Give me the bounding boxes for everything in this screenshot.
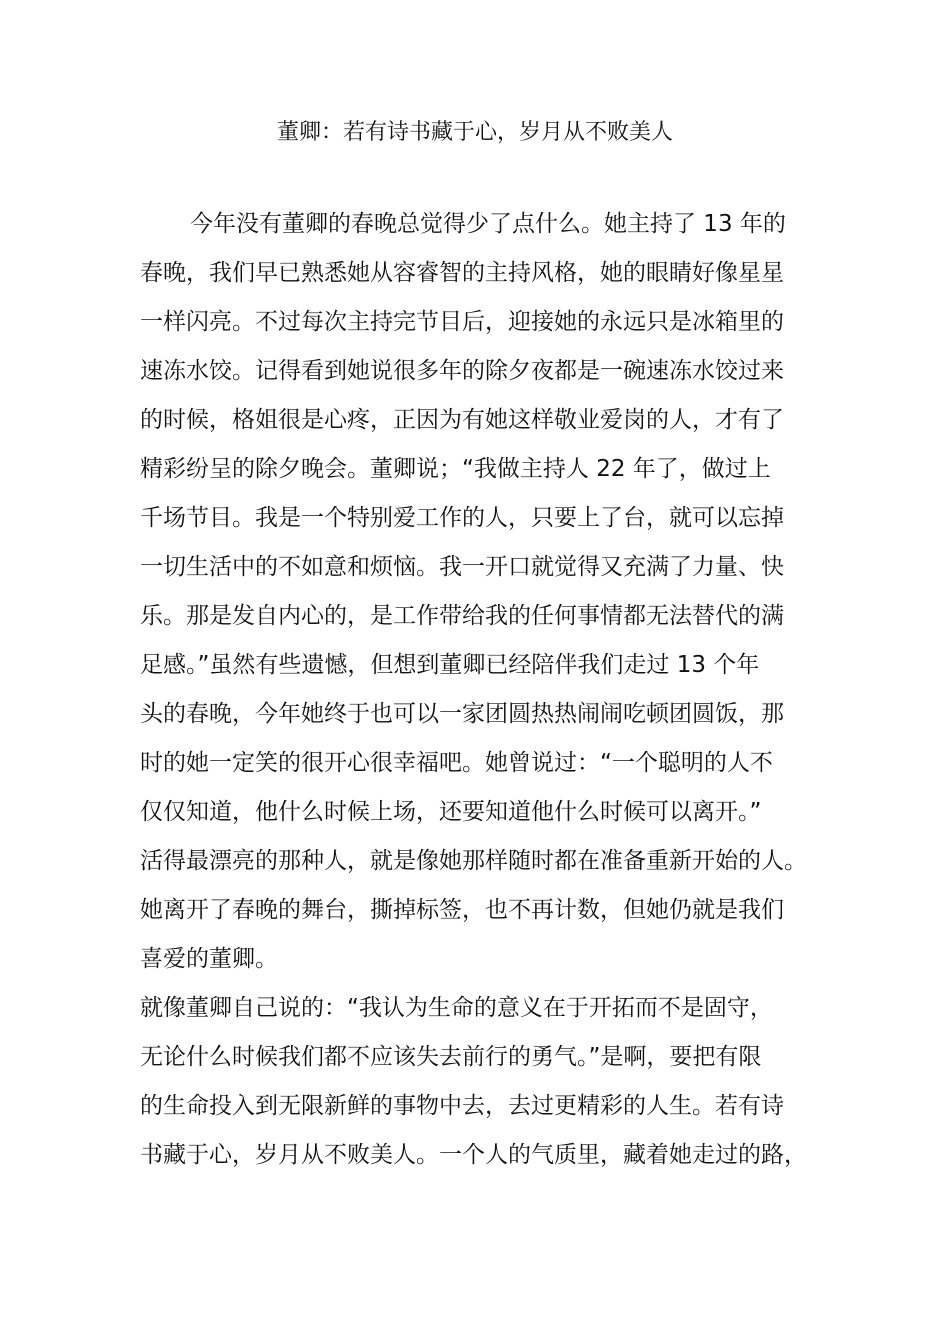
body-line: 的生命投入到无限新鲜的事物中去，去过更精彩的人生。若有诗: [140, 1093, 784, 1119]
body-line: 她离开了春晚的舞台，撕掉标签，也不再计数，但她仍就是我们: [140, 897, 784, 923]
body-line: 喜爱的董卿。: [140, 946, 278, 972]
document-title: 董卿：若有诗书藏于心，岁月从不败美人: [276, 120, 673, 145]
body-line: 一切生活中的不如意和烦恼。我一开口就觉得又充满了力量、快: [140, 554, 784, 580]
body-line: 精彩纷呈的除夕晚会。董卿说；“我做主持人 22 年了，做过上: [140, 456, 771, 482]
body-line: 仅仅知道，他什么时候上场，还要知道他什么时候可以离开。”: [140, 799, 762, 825]
body-line: 无论什么时候我们都不应该失去前行的勇气。”是啊，要把有限: [140, 1044, 762, 1070]
body-line: 就像董卿自己说的：“我认为生命的意义在于开拓而不是固守，: [140, 995, 773, 1021]
body-line: 一样闪亮。不过每次主持完节目后，迎接她的永远只是冰箱里的: [140, 309, 784, 335]
body-line: 时的她一定笑的很开心很幸福吧。她曾说过：“一个聪明的人不: [140, 750, 773, 776]
body-line: 乐。那是发自内心的，是工作带给我的任何事情都无法替代的满: [140, 603, 784, 629]
body-line: 春晚，我们早已熟悉她从容睿智的主持风格，她的眼睛好像星星: [140, 260, 784, 286]
body-line: 足感。”虽然有些遗憾，但想到董卿已经陪伴我们走过 13 个年: [140, 652, 760, 678]
document-body: [140, 204, 820, 1184]
body-line: 今年没有董卿的春晚总觉得少了点什么。她主持了 13 年的: [190, 211, 786, 237]
body-line: 的时候，格姐很是心疼，正因为有她这样敬业爱岗的人，才有了: [140, 407, 784, 433]
body-line: 头的春晚，今年她终于也可以一家团圆热热闹闹吃顿团圆饭，那: [140, 701, 784, 727]
body-line: 活得最漂亮的那种人，就是像她那样随时都在准备重新开始的人。: [140, 848, 807, 874]
body-line: 书藏于心，岁月从不败美人。一个人的气质里，藏着她走过的路，: [140, 1142, 807, 1168]
body-line: 千场节目。我是一个特别爱工作的人，只要上了台，就可以忘掉: [140, 505, 784, 531]
body-line: 速冻水饺。记得看到她说很多年的除夕夜都是一碗速冻水饺过来: [140, 358, 784, 384]
